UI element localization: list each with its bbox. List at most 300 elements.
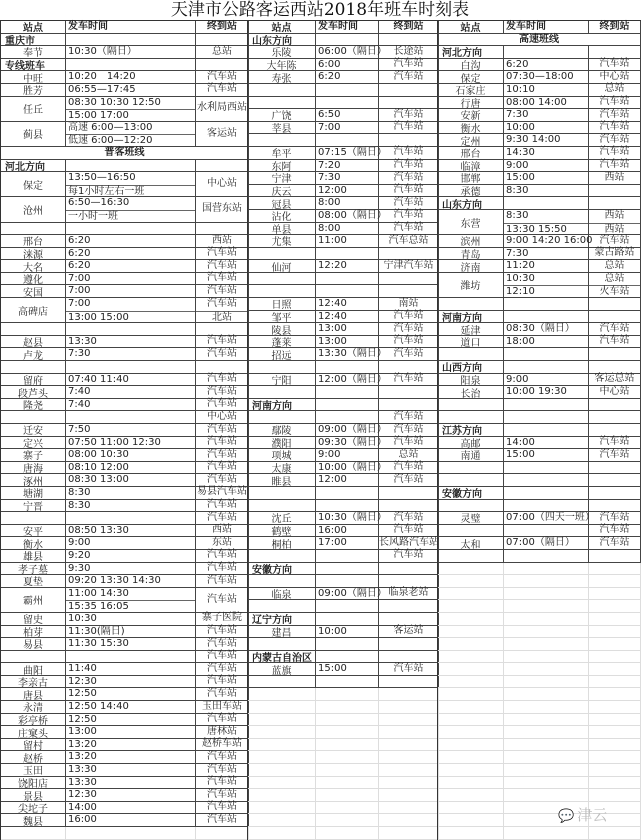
station-name <box>1 651 66 663</box>
destination-station: 汽车站 <box>599 448 630 460</box>
destination-station <box>589 185 640 197</box>
table-row <box>438 575 641 588</box>
station-name <box>438 500 504 512</box>
departure-times <box>316 336 379 348</box>
station-name: 桐柏 <box>248 537 316 549</box>
destination-station: 终到站 <box>207 20 237 32</box>
destination-station: 西站 <box>212 234 232 246</box>
departure-times <box>316 487 379 499</box>
departure-time: 13:30 <box>68 764 97 776</box>
departure-time <box>66 223 195 236</box>
destination <box>196 537 249 549</box>
destination <box>196 323 249 335</box>
departure-time <box>504 663 588 676</box>
destination-station <box>379 613 438 625</box>
departure-time <box>504 613 588 626</box>
departure-times <box>316 197 379 209</box>
destination-station: 易县汽车站 <box>197 486 247 498</box>
departure-time <box>504 688 588 701</box>
departure-time: 10:20 14:20 <box>68 71 136 83</box>
station-name: 临泉 <box>248 588 316 600</box>
departure-time <box>504 197 588 210</box>
departure-times <box>316 537 379 549</box>
departure-times <box>504 714 589 726</box>
departure-times <box>504 449 589 461</box>
destination <box>589 172 641 184</box>
destination-station <box>589 588 640 600</box>
departure-times <box>504 424 589 436</box>
destination <box>379 474 439 486</box>
destination-station <box>589 399 640 411</box>
destination-station: 客运总站 <box>594 373 635 385</box>
departure-times <box>504 626 589 638</box>
station-name: 睢县 <box>248 474 316 486</box>
departure-time <box>504 399 588 412</box>
destination <box>379 260 439 272</box>
destination <box>379 336 439 348</box>
departure-time: 12:30 <box>68 789 97 801</box>
departure-times <box>504 273 589 297</box>
departure-time: 08:00 14:00 <box>506 96 567 108</box>
departure-times <box>66 563 196 575</box>
destination <box>196 361 249 373</box>
destination <box>196 550 249 562</box>
destination <box>589 751 641 763</box>
destination <box>379 827 439 839</box>
destination-station: 汽车站 <box>207 801 237 813</box>
station-name <box>248 739 316 751</box>
destination <box>196 374 249 386</box>
destination-station: 汽车站 <box>207 788 237 800</box>
station-name <box>248 84 316 96</box>
departure-time: 11:30 15:30 <box>68 638 129 650</box>
destination <box>196 777 249 789</box>
departure-times <box>66 59 196 71</box>
station-name <box>438 764 504 776</box>
destination <box>196 500 249 512</box>
departure-time <box>504 361 588 374</box>
departure-time <box>316 34 378 47</box>
departure-times <box>504 71 589 83</box>
departure-times <box>316 97 379 109</box>
station-name: 易县 <box>1 638 66 650</box>
station-name: 蓟县 <box>1 122 66 146</box>
table-row <box>248 688 439 701</box>
departure-time: 发车时间 <box>318 21 358 32</box>
departure-times <box>66 676 196 688</box>
section-label: 山东方向 <box>438 197 504 209</box>
station-name <box>438 726 504 738</box>
station-name <box>438 525 504 537</box>
destination <box>589 512 641 524</box>
destination <box>196 273 249 285</box>
departure-time <box>504 626 588 639</box>
destination-station <box>379 487 438 499</box>
departure-time: 15:00 17:00 <box>66 109 195 122</box>
destination-station: 汽车站 <box>207 284 237 296</box>
destination-station: 长途站 <box>393 45 424 57</box>
table-row <box>248 374 439 387</box>
destination-station: 汽车站 <box>207 83 237 95</box>
destination <box>589 411 641 423</box>
station-name: 霸州 <box>1 588 66 612</box>
section-label: 江苏方向 <box>438 424 504 436</box>
departure-times <box>316 789 379 801</box>
section-label: 辽宁方向 <box>248 613 316 625</box>
departure-time: 8:30 <box>506 184 529 196</box>
departure-time: 12:10 <box>504 285 588 298</box>
destination-station: 汽车站 <box>207 776 237 788</box>
table-row <box>248 348 439 361</box>
destination-station: 赵桥车站 <box>202 738 242 750</box>
table-row <box>248 802 439 815</box>
destination <box>589 273 641 297</box>
departure-times <box>504 374 589 386</box>
departure-times <box>66 688 196 700</box>
departure-time: 09:00（隔日） <box>318 424 387 435</box>
destination-station: 汽车站 <box>207 398 237 410</box>
departure-time: 6:50 <box>318 109 341 121</box>
table-row <box>248 626 439 639</box>
destination <box>379 588 439 600</box>
table-row <box>438 386 641 399</box>
departure-time: 13:20 <box>68 751 97 763</box>
departure-time: 7:00 <box>68 272 91 284</box>
destination-station: 汽车站 <box>599 536 630 548</box>
station-name: 承德 <box>438 185 504 197</box>
departure-time <box>504 525 588 538</box>
departure-time <box>316 84 378 97</box>
station-name: 饶阳店 <box>1 777 66 789</box>
destination-station <box>589 626 640 638</box>
destination-station: 北站 <box>196 311 248 324</box>
destination-station: 西站 <box>212 524 232 536</box>
departure-times <box>316 260 379 272</box>
departure-times <box>66 626 196 638</box>
destination <box>196 525 249 537</box>
departure-times <box>504 59 589 71</box>
departure-times <box>66 726 196 738</box>
destination <box>196 160 249 172</box>
station-name: 段芦头 <box>1 386 66 398</box>
departure-time <box>316 688 378 701</box>
destination <box>196 411 249 423</box>
table-row <box>1 172 249 197</box>
destination <box>589 525 641 537</box>
departure-time <box>504 600 588 613</box>
station-name: 临漳 <box>438 160 504 172</box>
departure-times <box>504 260 589 272</box>
destination <box>196 714 249 726</box>
table-row <box>1 399 249 412</box>
station-name <box>1 827 66 839</box>
station-name <box>438 399 504 411</box>
table-row <box>1 197 249 222</box>
destination-station <box>589 575 640 587</box>
destination-station: 汽车站 <box>393 662 424 674</box>
destination <box>196 626 249 638</box>
destination <box>379 789 439 801</box>
departure-time: 07:00（四天一班） <box>506 512 595 524</box>
departure-times <box>66 160 196 172</box>
destination-station: 汽车总站 <box>388 234 429 246</box>
departure-time <box>504 638 588 651</box>
station-name <box>438 663 504 675</box>
destination-station: 汽车站 <box>393 310 424 322</box>
departure-time <box>316 248 378 261</box>
departure-times <box>66 46 196 58</box>
departure-times <box>316 273 379 285</box>
departure-times <box>316 34 379 46</box>
destination-station <box>379 248 438 260</box>
destination <box>589 777 641 789</box>
destination <box>196 764 249 776</box>
destination <box>589 147 641 159</box>
section-label: 安徽方向 <box>438 487 504 499</box>
page-title: 天津市公路客运西站2018年班车时刻表 <box>170 0 470 20</box>
watermark <box>558 804 607 825</box>
destination-station: 临泉老站 <box>388 587 429 599</box>
header-row <box>1 21 249 34</box>
destination-station: 总站 <box>212 45 232 57</box>
departure-times <box>504 21 589 33</box>
destination-station <box>589 424 640 436</box>
departure-times <box>504 172 589 184</box>
departure-time <box>316 827 378 840</box>
destination <box>196 34 249 46</box>
departure-time <box>316 134 378 147</box>
destination-station: 汽车站 <box>207 70 237 82</box>
departure-time: 9:30 14:00 <box>506 134 561 146</box>
table-row <box>248 814 439 827</box>
departure-times <box>316 71 379 83</box>
departure-time: 13:00 <box>318 335 347 347</box>
destination-station: 汽车站 <box>393 184 424 196</box>
departure-times <box>316 676 379 688</box>
destination <box>379 411 439 423</box>
departure-time <box>316 751 378 764</box>
departure-time <box>316 802 378 815</box>
destination <box>379 701 439 713</box>
destination-station <box>379 84 438 96</box>
section-row <box>438 197 641 210</box>
departure-times <box>316 587 387 600</box>
station-name <box>438 474 504 486</box>
destination <box>379 600 439 612</box>
departure-times <box>504 600 589 612</box>
departure-times <box>66 500 196 512</box>
departure-times <box>504 46 589 58</box>
station-name: 太和 <box>438 537 504 549</box>
station-name: 沧州 <box>1 197 66 221</box>
departure-time <box>504 298 588 311</box>
station-name <box>248 777 316 789</box>
departure-time: 7:30 <box>68 348 91 360</box>
departure-time <box>66 411 195 424</box>
destination-station <box>379 726 438 738</box>
destination <box>379 285 439 297</box>
destination <box>589 437 641 449</box>
departure-times <box>316 46 387 58</box>
departure-time <box>504 575 588 588</box>
destination-station: 汽车站 <box>599 335 630 347</box>
section-label: 专线班车 <box>1 59 66 71</box>
station-name <box>438 626 504 638</box>
table-row <box>438 814 641 827</box>
destination <box>379 802 439 814</box>
departure-time <box>66 651 195 664</box>
station-name: 衡水 <box>1 537 66 549</box>
station-name <box>438 588 504 600</box>
departure-times <box>66 122 196 146</box>
departure-time <box>504 789 588 802</box>
departure-time: 07:30—18:00 <box>506 71 574 83</box>
departure-time <box>504 411 588 424</box>
destination-station <box>379 789 438 801</box>
departure-times <box>316 311 379 323</box>
departure-time: 10:00 <box>318 625 347 637</box>
destination-station <box>589 462 640 474</box>
table-row <box>438 726 641 739</box>
departure-times <box>504 311 589 323</box>
destination-station <box>379 386 438 398</box>
departure-times <box>504 361 589 373</box>
departure-time <box>66 160 195 173</box>
table-row <box>438 638 641 651</box>
destination-station <box>589 311 640 323</box>
departure-times <box>66 273 196 285</box>
table-row <box>1 285 249 298</box>
departure-time <box>316 739 378 752</box>
departure-times <box>316 525 379 537</box>
departure-times <box>504 537 589 549</box>
departure-time: 13:00 <box>318 323 347 335</box>
station-name: 彩亭桥 <box>1 714 66 726</box>
station-name <box>248 248 316 260</box>
destination <box>589 701 641 713</box>
station-name: 邢台 <box>1 235 66 247</box>
station-name <box>438 411 504 423</box>
departure-time: 12:40 <box>318 310 347 322</box>
table-row <box>248 777 439 790</box>
departure-time: 15:35 16:05 <box>66 600 195 613</box>
departure-times <box>504 185 589 197</box>
departure-time <box>504 487 588 500</box>
destination <box>379 714 439 726</box>
station-name: 隆尧 <box>1 399 66 411</box>
destination <box>196 651 249 663</box>
departure-times <box>316 449 379 461</box>
station-name <box>438 575 504 587</box>
departure-times <box>316 777 379 789</box>
destination <box>196 638 249 650</box>
station-name: 胜芳 <box>1 84 66 96</box>
destination-station <box>589 827 640 839</box>
destination <box>589 714 641 726</box>
station-name: 招远 <box>248 348 316 360</box>
destination-station: 汽车站 <box>207 625 237 636</box>
destination-station: 汽车站 <box>393 373 424 385</box>
destination-station: 汽车站 <box>207 272 237 284</box>
departure-times <box>504 563 589 575</box>
table-row <box>438 563 641 576</box>
station-name <box>438 651 504 663</box>
destination-station: 汽车站 <box>207 549 237 561</box>
departure-time: 6:20 <box>506 58 529 70</box>
station-name: 邹平 <box>248 311 316 323</box>
departure-time <box>504 348 588 361</box>
section-row <box>248 563 439 576</box>
destination-station <box>589 651 640 663</box>
destination-station <box>196 160 248 172</box>
departure-times <box>66 550 196 562</box>
departure-times <box>316 59 379 71</box>
departure-time <box>66 34 195 47</box>
departure-time <box>316 777 378 790</box>
departure-times <box>316 209 387 222</box>
destination-station: 终到站 <box>393 20 424 32</box>
departure-time <box>316 701 378 714</box>
destination <box>196 46 249 58</box>
station-name: 迁安 <box>1 424 66 436</box>
departure-times <box>504 500 589 512</box>
departure-times <box>316 109 379 121</box>
departure-time: 18:00 <box>506 335 535 347</box>
departure-time: 16:00 <box>318 524 347 536</box>
departure-time: 低速 6:00—12:20 <box>66 134 195 147</box>
table-row <box>438 449 641 462</box>
departure-time <box>316 789 378 802</box>
destination <box>589 575 641 587</box>
section-label: 安徽方向 <box>248 563 316 575</box>
departure-times <box>316 764 379 776</box>
departure-time: 14:00 <box>506 436 535 448</box>
station-name: 大年陈 <box>248 59 316 71</box>
departure-times <box>66 197 196 221</box>
destination-station <box>379 827 438 839</box>
departure-times <box>66 739 196 751</box>
destination-station <box>589 348 640 360</box>
destination <box>589 374 641 386</box>
departure-times <box>504 248 589 260</box>
destination-station: 汽车站 <box>207 662 237 674</box>
departure-times <box>504 462 589 474</box>
destination-station: 总站 <box>604 272 625 284</box>
destination <box>379 575 439 587</box>
destination <box>196 21 249 33</box>
destination-station <box>379 701 438 713</box>
departure-time: 15:00 <box>506 172 535 184</box>
departure-time: 8:00 <box>318 222 341 234</box>
destination-station: 汽车站 <box>207 448 237 460</box>
departure-times <box>504 638 589 650</box>
departure-times <box>316 160 379 172</box>
destination-station <box>379 600 438 612</box>
destination <box>589 84 641 96</box>
departure-times <box>504 210 589 234</box>
table-row <box>248 84 439 97</box>
table-row <box>438 273 641 298</box>
destination <box>589 827 641 839</box>
table-row <box>438 260 641 273</box>
departure-time: 08:10 12:00 <box>68 461 129 473</box>
departure-times <box>504 411 589 423</box>
departure-times <box>316 248 379 260</box>
destination-station: 中心站 <box>599 70 630 82</box>
destination <box>589 361 641 373</box>
departure-times <box>66 714 196 726</box>
departure-times <box>66 223 196 235</box>
